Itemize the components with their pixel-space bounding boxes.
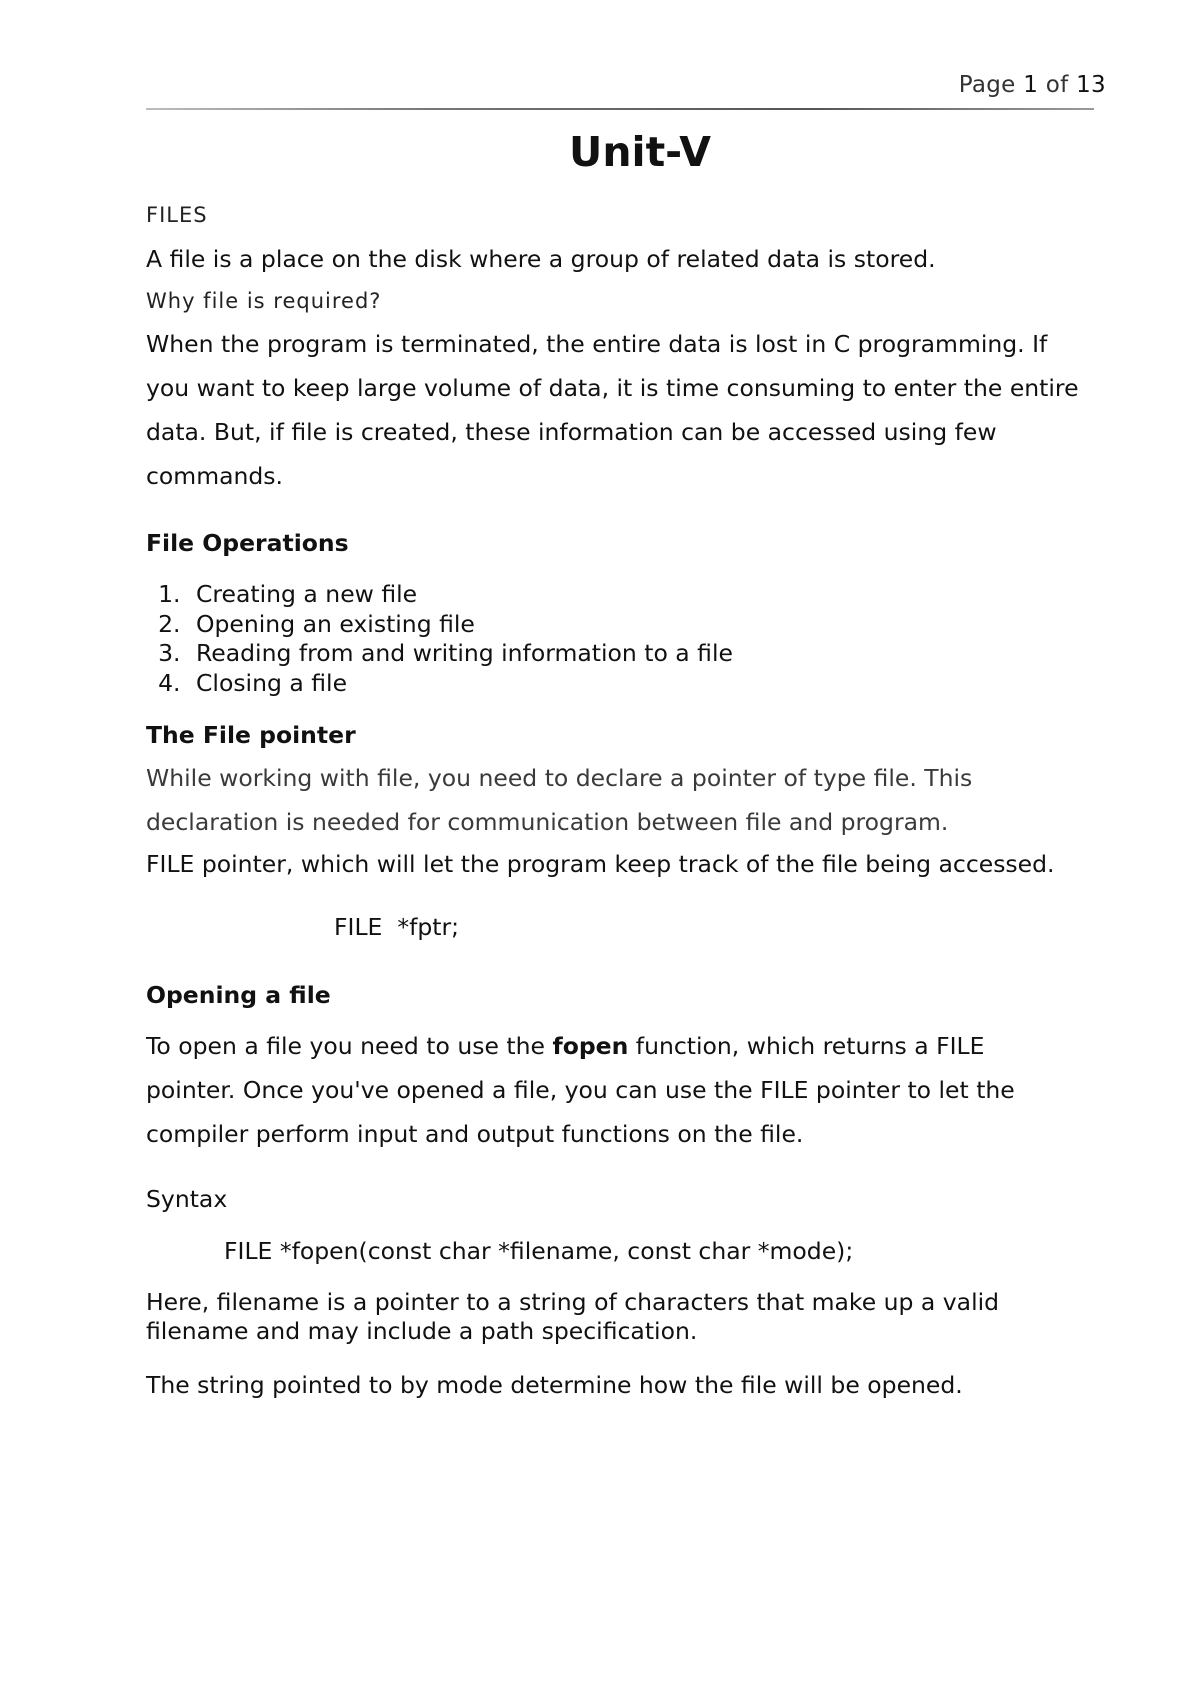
opening-line-text: To open a file you need to use the xyxy=(146,1032,553,1060)
file-pointer-track-line: FILE pointer, which will let the program keep track of the file being accessed. xyxy=(146,850,1055,878)
header-divider xyxy=(146,108,1094,110)
opening-file-heading: Opening a file xyxy=(146,981,331,1009)
file-pointer-paragraph xyxy=(146,756,1126,844)
why-line: commands. xyxy=(146,462,284,490)
why-line: When the program is terminated, the entire data is lost in C programming. If xyxy=(146,330,1048,358)
list-item: 1. Creating a new file xyxy=(188,580,1126,610)
mode-line: The string pointed to by mode determine how the file will be opened. xyxy=(146,1371,963,1399)
file-pointer-line: declaration is needed for communication between file and program. xyxy=(146,808,949,836)
syntax-label: Syntax xyxy=(146,1185,228,1213)
syntax-code: FILE *fopen(const char *filename, const char *mode); xyxy=(224,1237,854,1265)
file-pointer-heading: The File pointer xyxy=(146,721,356,749)
files-definition: A file is a place on the disk where a group of related data is stored. xyxy=(146,245,936,273)
list-item: 4. Closing a file xyxy=(188,669,1126,699)
why-line: data. But, if file is created, these information can be accessed using few xyxy=(146,418,997,446)
here-line: Here, filename is a pointer to a string of characters that make up a valid xyxy=(146,1288,1000,1316)
file-operations-list xyxy=(146,580,1126,698)
files-label: FILES xyxy=(146,203,208,227)
why-line: you want to keep large volume of data, it is time consuming to enter the entire xyxy=(146,374,1079,402)
file-pointer-line: While working with file, you need to declare a pointer of type file. This xyxy=(146,764,973,792)
opening-line-text: function, which returns a FILE xyxy=(628,1032,985,1060)
why-heading: Why file is required? xyxy=(146,289,382,313)
page-title: Unit-V xyxy=(569,128,711,176)
file-pointer-code: FILE *fptr; xyxy=(334,913,460,941)
list-item: 2. Opening an existing file xyxy=(188,610,1126,640)
opening-line: pointer. Once you've opened a file, you can use the FILE pointer to let the xyxy=(146,1076,1015,1104)
list-item: 3. Reading from and writing information to a file xyxy=(188,639,1126,669)
opening-file-paragraph xyxy=(146,1024,1126,1156)
file-operations-heading: File Operations xyxy=(146,529,349,557)
page-number xyxy=(959,72,1106,98)
page-of: of xyxy=(1038,72,1077,98)
document-body xyxy=(146,200,1126,1400)
page-total: 13 xyxy=(1076,72,1106,98)
fopen-keyword: fopen xyxy=(552,1032,629,1060)
why-paragraph xyxy=(146,322,1126,498)
here-line: filename and may include a path specification. xyxy=(146,1317,698,1345)
page-current: 1 xyxy=(1023,72,1039,98)
opening-line: compiler perform input and output functions on the file. xyxy=(146,1120,804,1148)
page-prefix: Page xyxy=(958,72,1024,98)
opening-line xyxy=(146,1024,1126,1068)
